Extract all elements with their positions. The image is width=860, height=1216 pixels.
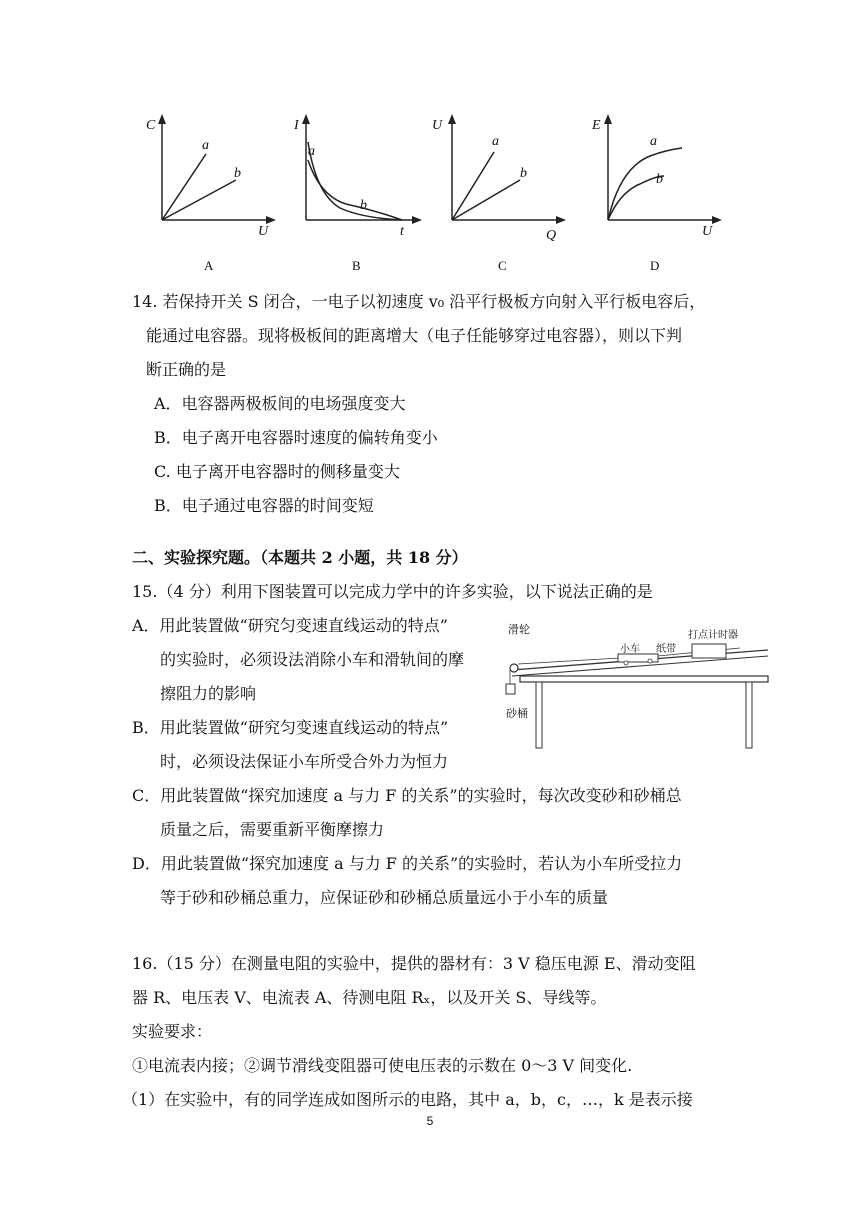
graph-b-option: B bbox=[352, 258, 361, 273]
graph-d-x-label: U bbox=[702, 224, 713, 239]
graph-b bbox=[290, 112, 430, 242]
graph-a-y-label: C bbox=[146, 118, 156, 133]
q14-stem-line-3: 断正确的是 bbox=[146, 360, 227, 379]
q14-option-a: A．电容器两极板间的电场强度变大 bbox=[154, 394, 406, 413]
q14-option-d: B．电子通过电容器的时间变短 bbox=[154, 496, 374, 515]
label-tape: 纸带 bbox=[656, 644, 676, 655]
q15-option-b-line-2: 时，必须设法保证小车所受合外力为恒力 bbox=[160, 752, 449, 771]
graph-c-y-label: U bbox=[432, 118, 443, 133]
graph-a-curve-a: a bbox=[202, 138, 209, 153]
q14-option-c: C. 电子离开电容器时的侧移量变大 bbox=[154, 462, 400, 481]
graph-c-option: C bbox=[498, 258, 507, 273]
q15-option-a-line-1: A．用此装置做“研究匀变速直线运动的特点” bbox=[132, 616, 448, 635]
graph-a-curve-b: b bbox=[234, 166, 241, 181]
q15-option-b-line-1: B．用此装置做“研究匀变速直线运动的特点” bbox=[132, 718, 449, 737]
q15-option-c-line-1: C．用此装置做“探究加速度 a 与力 F 的关系”的实验时，每次改变砂和砂桶总 bbox=[132, 786, 682, 805]
graph-c bbox=[430, 112, 570, 242]
q15-option-c-line-2: 质量之后，需要重新平衡摩擦力 bbox=[160, 820, 385, 839]
graph-d-curve-b: b bbox=[656, 172, 663, 187]
graph-b-curve-b: b bbox=[360, 198, 367, 213]
q14-option-b: B．电子离开电容器时速度的偏转角变小 bbox=[154, 428, 438, 447]
label-cart: 小车 bbox=[620, 644, 640, 655]
graph-a bbox=[140, 112, 280, 242]
graph-b-curve-a: a bbox=[308, 144, 315, 159]
q16-stem-line-2: 器 R、电压表 V、电流表 A、待测电阻 Rₓ，以及开关 S、导线等。 bbox=[132, 988, 607, 1007]
q15-option-a-line-3: 擦阻力的影响 bbox=[160, 684, 257, 703]
label-pulley: 滑轮 bbox=[508, 623, 530, 636]
q16-part-1: （1）在实验中，有的同学连成如图所示的电路，其中 a，b，c，…，k 是表示接 bbox=[122, 1090, 693, 1109]
q15-stem: 15.（4 分）利用下图装置可以完成力学中的许多实验，以下说法正确的是 bbox=[132, 582, 653, 601]
q16-stem-line-1: 16.（15 分）在测量电阻的实验中，提供的器材有：3 V 稳压电源 E、滑动变阻 bbox=[132, 954, 696, 973]
section-2-heading: 二、实验探究题。（本题共 2 小题，共 18 分） bbox=[132, 548, 468, 567]
apparatus-figure bbox=[500, 626, 780, 754]
q15-option-d-line-2: 等于砂和砂桶总重力，应保证砂和砂桶总质量远小于小车的质量 bbox=[160, 888, 609, 907]
q14-stem-line-2: 能通过电容器。现将极板间的距离增大（电子任能够穿过电容器），则以下判 bbox=[146, 326, 683, 345]
page-number: 5 bbox=[426, 1114, 434, 1128]
graph-d-option: D bbox=[650, 258, 660, 273]
label-timer: 打点计时器 bbox=[688, 630, 738, 641]
q16-requirements: ①电流表内接；②调节滑线变阻器可使电压表的示数在 0～3 V 间变化. bbox=[132, 1056, 633, 1075]
q15-option-a-line-2: 的实验时，必须设法消除小车和滑轨间的摩 bbox=[160, 650, 465, 669]
graph-c-curve-b: b bbox=[520, 166, 527, 181]
graph-b-y-label: I bbox=[294, 118, 299, 133]
graph-c-curve-a: a bbox=[492, 134, 499, 149]
q16-requirements-heading: 实验要求： bbox=[132, 1022, 213, 1041]
graph-a-option: A bbox=[204, 258, 214, 273]
label-bucket: 砂桶 bbox=[506, 707, 528, 720]
q15-option-d-line-1: D．用此装置做“探究加速度 a 与力 F 的关系”的实验时，若认为小车所受拉力 bbox=[132, 854, 683, 873]
graph-a-x-label: U bbox=[258, 224, 269, 239]
q14-stem-line-1: 14. 若保持开关 S 闭合，一电子以初速度 v₀ 沿平行极板方向射入平行板电容后， bbox=[132, 292, 706, 311]
graph-c-x-label: Q bbox=[546, 228, 557, 243]
graph-d-curve-a: a bbox=[650, 134, 657, 149]
graph-d-y-label: E bbox=[592, 118, 601, 133]
graph-b-x-label: t bbox=[400, 224, 404, 239]
